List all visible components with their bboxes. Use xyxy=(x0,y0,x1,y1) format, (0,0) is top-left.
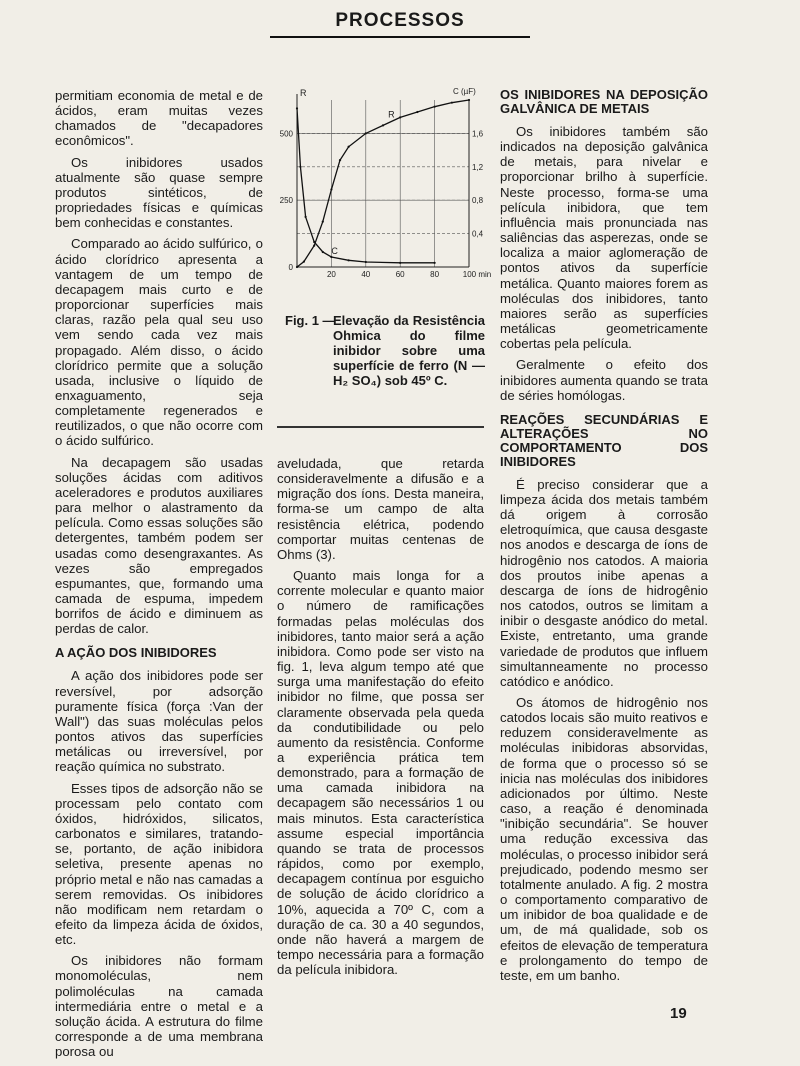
paragraph: Geralmente o efeito dos inibidores aumenta quando se trata de séries homólogas. xyxy=(500,357,708,403)
paragraph: Comparado ao ácido sulfúrico, o ácido clorídrico apresenta a vantagem de um tempo de decapagem mais curto e de proporcionar superfícies mais claras, razão pela qual seu uso vem sendo cada vez mais propagado. Além disso, o ácido clorídrico permite que a solução usada, inclusive o líquido de enxaguamento, seja completamente regenerados e reutilizados, o que não ocorre com o ácido sulfúrico. xyxy=(55,236,263,449)
series-C-point xyxy=(365,261,367,263)
y2-tick-label: 0,4 xyxy=(472,229,484,239)
paragraph: Na decapagem são usadas soluções ácidas com aditivos aceleradores e produtos auxiliares para melhor o alastramento da película. Como essas soluções são detergentes, também podem ser usadas como desengraxantes. As vezes são empregados espumantes, que, formando uma camada de espuma, impedem borrifos de ácido e diminuem as perdas de calor. xyxy=(55,454,263,637)
paragraph: Quanto mais longa for a corrente molecular e quanto maior o número de ramificações formadas pelas moléculas dos inibidores, tanto maior será a ação inibidora. Como pode ser visto na fig. 1, leva algum tempo até que surga uma manifestação do efeito inibidor no filme, que possa ser claramente observada pela queda da condutibilidade ou pelo aumento da resistência. Conforme a experiência prática tem demonstrado, para a formação de uma camada inibidora na decapagem são necessários 1 ou mais minutos. Esta característica assume especial importância quando se trata de processos rápidos, como por exemplo, decapagem contínua por esguicho de solução de ácido clorídrico a 10%, aquecida a 70º C, com a duração de ca. 30 a 40 segundos, onde não haverá a margem de tempo necessária para a formação da película inibidora. xyxy=(277,568,484,978)
resistance-chart xyxy=(277,85,492,295)
column-2 xyxy=(277,456,484,983)
column-3 xyxy=(500,88,708,989)
series-R-point xyxy=(303,261,305,263)
y-axis-label: R xyxy=(300,88,307,98)
section-heading: A AÇÃO DOS INIBIDORES xyxy=(55,645,217,661)
series-C-point xyxy=(348,259,350,261)
y-tick-label: 500 xyxy=(279,129,293,139)
series-C-point xyxy=(305,216,307,218)
series-C-point xyxy=(313,241,315,243)
series-C-point xyxy=(296,107,298,109)
series-C-point xyxy=(330,256,332,258)
series-R-point xyxy=(468,99,470,101)
page-header xyxy=(290,10,510,32)
x-tick-label: 20 xyxy=(326,270,336,279)
paragraph: Os átomos de hidrogênio nos catodos locais são muito reativos e reduzem consideravelmente as moléculas inibidoras absorvidas, de forma que o processo só se inicia nas moléculas dos inibidores adicionados por último. Neste caso, a reação é denominada "inibição secundária". Se houver uma redução excessiva das moléculas, o processo inibidor será prejudicado, podendo mesmo ser totalmente anulado. A fig. 2 mostra o comportamento comparativo de um inibidor de boa qualidade e de um, de má qualidade, sob os efeitos de elevação de temperatura e prolongamento do tempo de teste, em um banho. xyxy=(500,695,708,983)
y-tick-label: 0 xyxy=(288,263,293,272)
curve-c-label: C xyxy=(331,245,338,256)
section-heading: OS INIBIDORES NA DEPOSIÇÃO GALVÂNICA DE METAIS xyxy=(500,87,708,116)
series-C-point xyxy=(322,251,324,253)
y2-axis-label: C (µF) xyxy=(453,87,476,96)
paragraph: Esses tipos de adsorção não se processam pelo contato com óxidos, hidróxidos, silicatos, carbonatos e similares, tratando-se, portanto, de ação inibidora seletiva, presente apenas no próprio metal e não nas camadas a serem removidas. Os inibidores não modificam nem retardam o efeito da limpeza ácida de óxidos, etc. xyxy=(55,780,263,948)
curve-r-label: R xyxy=(388,109,395,120)
series-R-point xyxy=(365,132,367,134)
series-R-point xyxy=(382,124,384,126)
series-R-point xyxy=(296,266,298,268)
section-title: PROCESSOS xyxy=(335,10,465,31)
series-R-point xyxy=(330,188,332,190)
series-C-point xyxy=(399,262,401,264)
paragraph: A ação dos inibidores pode ser reversível, por adsorção puramente física (força :Van der Wall") das suas moléculas pelos pontos ativos das superfícies metálicas ou irreversível, por reação química no substrato. xyxy=(55,668,263,775)
x-tick-label: 60 xyxy=(395,270,405,279)
y2-tick-label: 1,2 xyxy=(472,162,484,172)
series-R-point xyxy=(416,111,418,113)
paragraph: Os inibidores usados atualmente são quase sempre produtos sintéticos, de propriedades físicas e químicas bem conhecidas e constantes. xyxy=(55,154,263,231)
series-R-point xyxy=(322,220,324,222)
paragraph: permitiam economia de metal e de ácidos, eram muitas vezes chamados de "decapadores econômicos". xyxy=(55,88,263,149)
caption-text: Elevação da Resistência Ohmica do filme inibidor sobre uma superfície de ferro (N — H₂ SO₄) sob 45º C. xyxy=(333,313,485,388)
series-R-point xyxy=(348,146,350,148)
paragraph: Os inibidores não formam monomoléculas, nem polimoléculas na camada intermediária entre o metal e a solução ácida. A estrutura do filme corresponde a de uma membrana porosa ou xyxy=(55,953,263,1060)
section-heading: REAÇÕES SECUNDÁRIAS E ALTERAÇÕES NO COMPORTAMENTO DOS INIBIDORES xyxy=(500,411,708,469)
series-C-point xyxy=(434,262,436,264)
series-C-point xyxy=(299,166,301,168)
header-rule xyxy=(270,36,530,38)
x-tick-label: 100 min xyxy=(462,270,492,279)
caption-label: Fig. 1 — xyxy=(285,313,336,328)
series-R-point xyxy=(434,106,436,108)
series-R-point xyxy=(399,116,401,118)
page-number: 19 xyxy=(670,1005,687,1022)
x-tick-label: 40 xyxy=(361,270,371,279)
paragraph: É preciso considerar que a limpeza ácida dos metais também dá origem à corrosão eletroquímica, que causa desgaste nos anodos e descarga de íons de hidrogênio nos catodos. A maioria dos proutos inibe apenas a descarga de íons de hidrogênio nos catodos, outros se limitam a inibir o desgaste anódico do metal. Existe, entretanto, uma grande variedade de produtos que influem simultanneamente no processo catódico e anódico. xyxy=(500,476,708,689)
series-R-point xyxy=(313,245,315,247)
y2-tick-label: 1,6 xyxy=(472,129,484,139)
x-tick-label: 80 xyxy=(430,270,440,279)
column-1 xyxy=(55,88,263,1065)
paragraph: Os inibidores também são indicados na deposição galvânica de metais, para nivelar e proporcionar brilho à superfície. Neste processo, forma-se uma película inibidora, que tem influência mais pronunciada nas saliências das asperezas, onde se localiza a maior aglomeração de pontos ativos da superfície metálica. Quanto maiores forem as moléculas dos inibidores, tanto maiores serão as superfícies metálicas geometricamente cobertas pela película. xyxy=(500,124,708,352)
y-tick-label: 250 xyxy=(279,196,293,206)
series-R-point xyxy=(451,102,453,104)
figure-1 xyxy=(277,85,492,295)
paragraph: aveludada, que retarda consideravelmente a difusão e a migração dos íons. Desta maneira, forma-se um campo de alta resistência elétrica, podendo comportar muitas centenas de Ohms (3). xyxy=(277,456,484,562)
y2-tick-label: 0,8 xyxy=(472,196,484,206)
series-R-point xyxy=(339,159,341,161)
column-divider xyxy=(277,426,484,428)
